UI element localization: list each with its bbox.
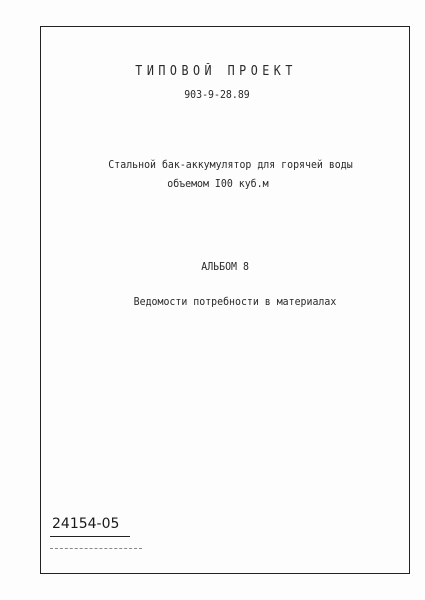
- document-heading: ТИПОВОЙ ПРОЕКТ: [135, 64, 297, 79]
- album-label: АЛЬБОМ 8: [201, 260, 249, 273]
- stamp-dashed-line: [50, 548, 142, 549]
- subject-line-2: объемом I00 куб.м: [167, 177, 269, 190]
- subject-line-1: Стальной бак-аккумулятор для горячей воды: [108, 158, 353, 171]
- project-number: 903-9-28.89: [184, 88, 250, 101]
- inventory-stamp: 24154-05: [52, 516, 120, 532]
- stamp-underline: [50, 536, 130, 537]
- album-title: Ведомости потребности в материалах: [133, 295, 337, 308]
